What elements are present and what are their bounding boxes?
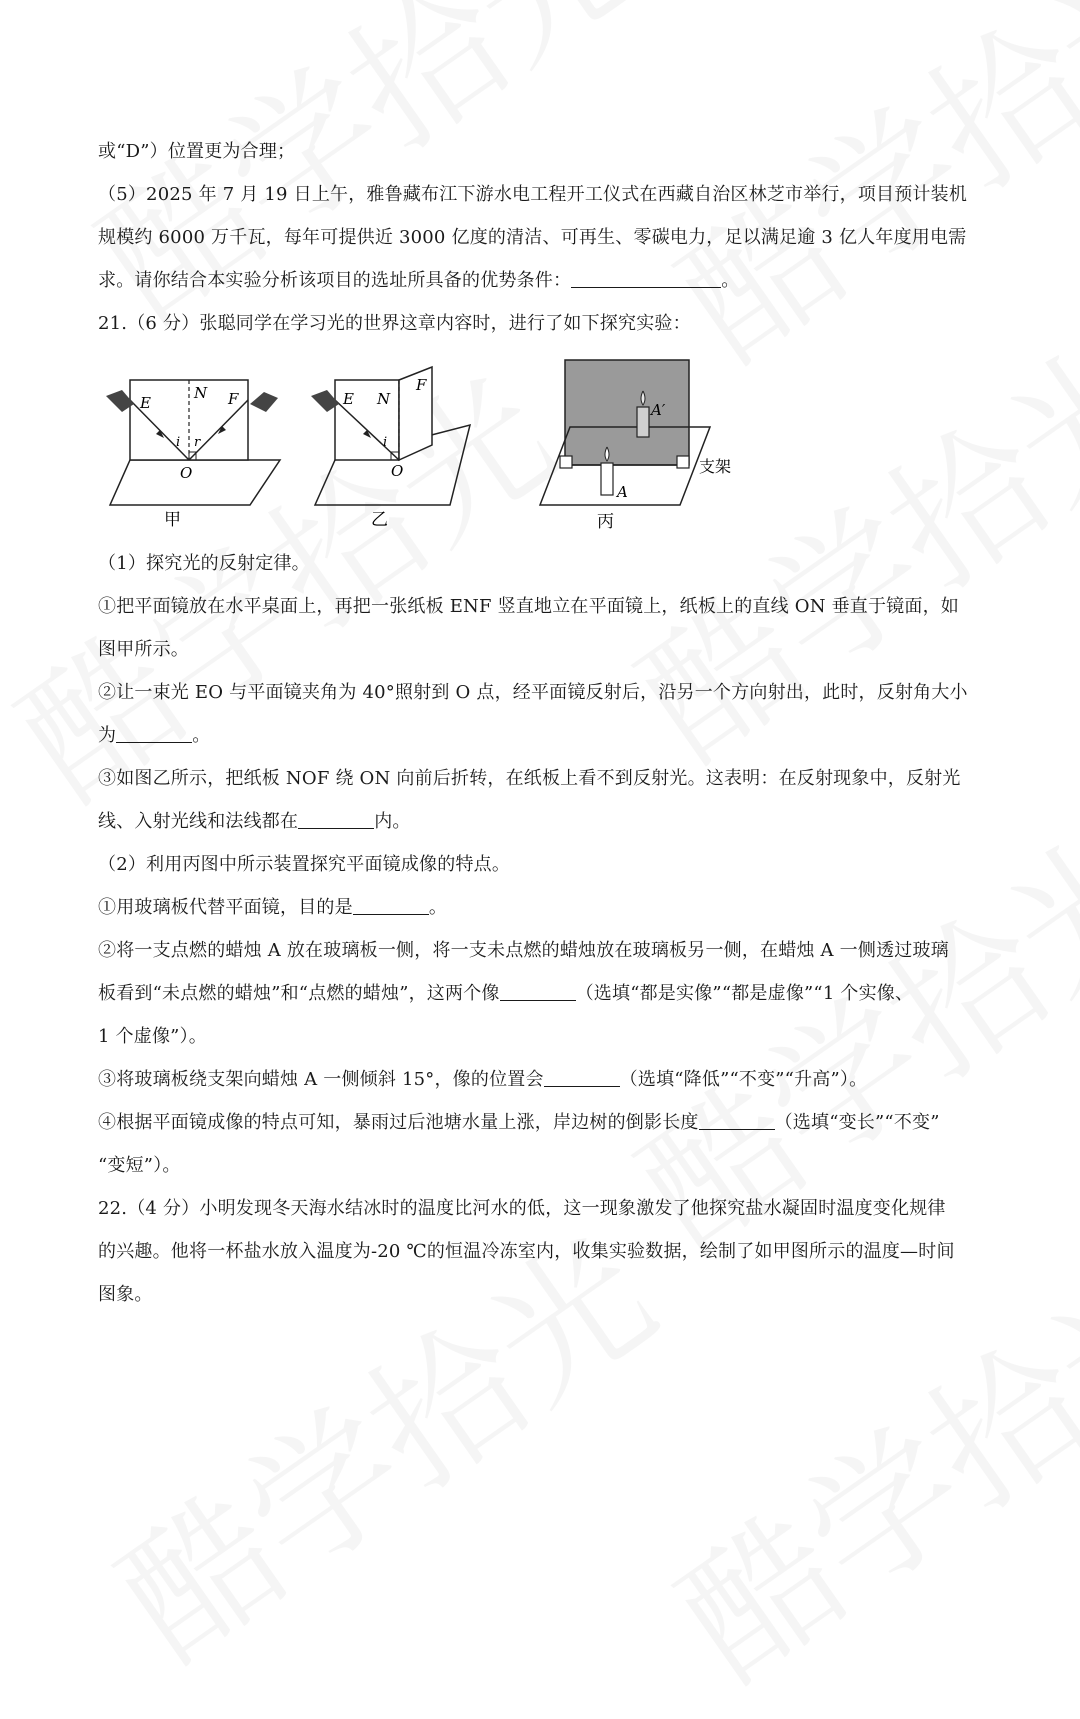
text-segment: 求。请你结合本实验分析该项目的选址所具备的优势条件：	[98, 270, 572, 291]
text-line: 图象。	[98, 1284, 153, 1305]
text-line: 1 个虚像”）。	[98, 1026, 207, 1047]
label-stand: 支架	[699, 457, 732, 476]
text-line	[98, 896, 447, 920]
text-segment: 。	[428, 897, 448, 918]
label-E: E	[343, 390, 354, 408]
text-line	[98, 1111, 940, 1135]
text-line: （5）2025 年 7 月 19 日上午，雅鲁藏布江下游水电工程开工仪式在西藏自治区林芝市举行，项目预计装机	[98, 184, 968, 205]
text-segment: 为	[98, 725, 117, 746]
text-line	[98, 810, 411, 834]
label-i: i	[383, 435, 388, 450]
label-r: r	[194, 435, 201, 450]
question-22-stem: 22.（4 分）小明发现冬天海水结冰时的温度比河水的低，这一现象激发了他探究盐水凝固时温度变化规律	[98, 1198, 946, 1219]
label-E: E	[140, 394, 151, 412]
text-line: （2）利用丙图中所示装置探究平面镜成像的特点。	[98, 854, 511, 875]
figure-caption: 乙	[371, 510, 388, 530]
text-segment: 内。	[374, 811, 411, 832]
answer-blank[interactable]	[298, 810, 374, 829]
text-segment: ①用玻璃板代替平面镜，目的是	[98, 897, 353, 918]
label-A: A	[617, 483, 628, 501]
text-line	[98, 982, 913, 1006]
label-N: N	[194, 384, 208, 402]
figure-yi	[305, 360, 475, 530]
answer-blank[interactable]	[544, 1068, 620, 1087]
text-line: ②将一支点燃的蜡烛 A 放在玻璃板一侧，将一支未点燃的蜡烛放在玻璃板另一侧，在蜡烛 A 一侧透过玻璃	[98, 940, 949, 961]
label-O: O	[391, 462, 404, 480]
text-segment: ③将玻璃板绕支架向蜡烛 A 一侧倾斜 15°，像的位置会	[98, 1069, 544, 1090]
text-segment: （选填“变长”“不变”	[774, 1112, 940, 1133]
text-line: 图甲所示。	[98, 639, 189, 660]
label-i: i	[176, 435, 181, 450]
text-segment: 线、入射光线和法线都在	[98, 811, 299, 832]
answer-blank[interactable]	[500, 982, 576, 1001]
text-segment: 。	[721, 270, 740, 291]
text-line	[98, 1068, 867, 1092]
text-line: “变短”）。	[98, 1155, 181, 1176]
text-line: ①把平面镜放在水平桌面上，再把一张纸板 ENF 竖直地立在平面镜上，纸板上的直线 ON 垂直于镜面，如	[98, 596, 959, 617]
answer-blank[interactable]	[116, 724, 192, 743]
text-line: （1）探究光的反射定律。	[98, 553, 310, 574]
label-F: F	[228, 390, 239, 408]
text-line	[98, 724, 210, 748]
text-line: 的兴趣。他将一杯盐水放入温度为-20 ℃的恒温冷冻室内，收集实验数据，绘制了如甲图所示的温度—时间	[98, 1241, 955, 1262]
text-line: 或“D”）位置更为合理；	[98, 141, 296, 162]
text-line	[98, 269, 739, 293]
label-N: N	[377, 390, 391, 408]
figure-caption: 丙	[597, 512, 614, 532]
label-F: F	[416, 376, 427, 394]
label-A-prime: A′	[651, 401, 666, 419]
text-segment: （选填“降低”“不变”“升高”）。	[619, 1069, 868, 1090]
question-21-stem: 21.（6 分）张聪同学在学习光的世界这章内容时，进行了如下探究实验：	[98, 313, 691, 334]
watermark	[0, 317, 588, 838]
text-line: 规模约 6000 万千瓦，每年可提供近 3000 亿度的清洁、可再生、零碳电力，足以满足逾 3 亿人年度用电需	[98, 227, 967, 248]
text-line: ③如图乙所示，把纸板 NOF 绕 ON 向前后折转，在纸板上看不到反射光。这表明：在反射现象中，反射光	[98, 768, 961, 789]
figure-jia	[100, 360, 290, 530]
text-segment: 。	[192, 725, 211, 746]
label-O: O	[180, 464, 193, 482]
text-line: ②让一束光 EO 与平面镜夹角为 40°照射到 O 点，经平面镜反射后，沿另一个方向射出，此时，反射角大小	[98, 682, 968, 703]
text-segment: 板看到“未点燃的蜡烛”和“点燃的蜡烛”，这两个像	[98, 983, 500, 1004]
figure-caption: 甲	[164, 510, 181, 530]
figure-bing	[535, 355, 755, 535]
watermark	[52, 0, 667, 359]
text-segment: ④根据平面镜成像的特点可知，暴雨过后池塘水量上涨，岸边树的倒影长度	[98, 1112, 699, 1133]
answer-blank[interactable]	[571, 269, 721, 288]
answer-blank[interactable]	[353, 896, 429, 915]
watermark	[632, 1197, 1080, 1718]
text-segment: （选填“都是实像”“都是虚像”“1 个实像、	[575, 983, 914, 1004]
answer-blank[interactable]	[699, 1111, 775, 1130]
